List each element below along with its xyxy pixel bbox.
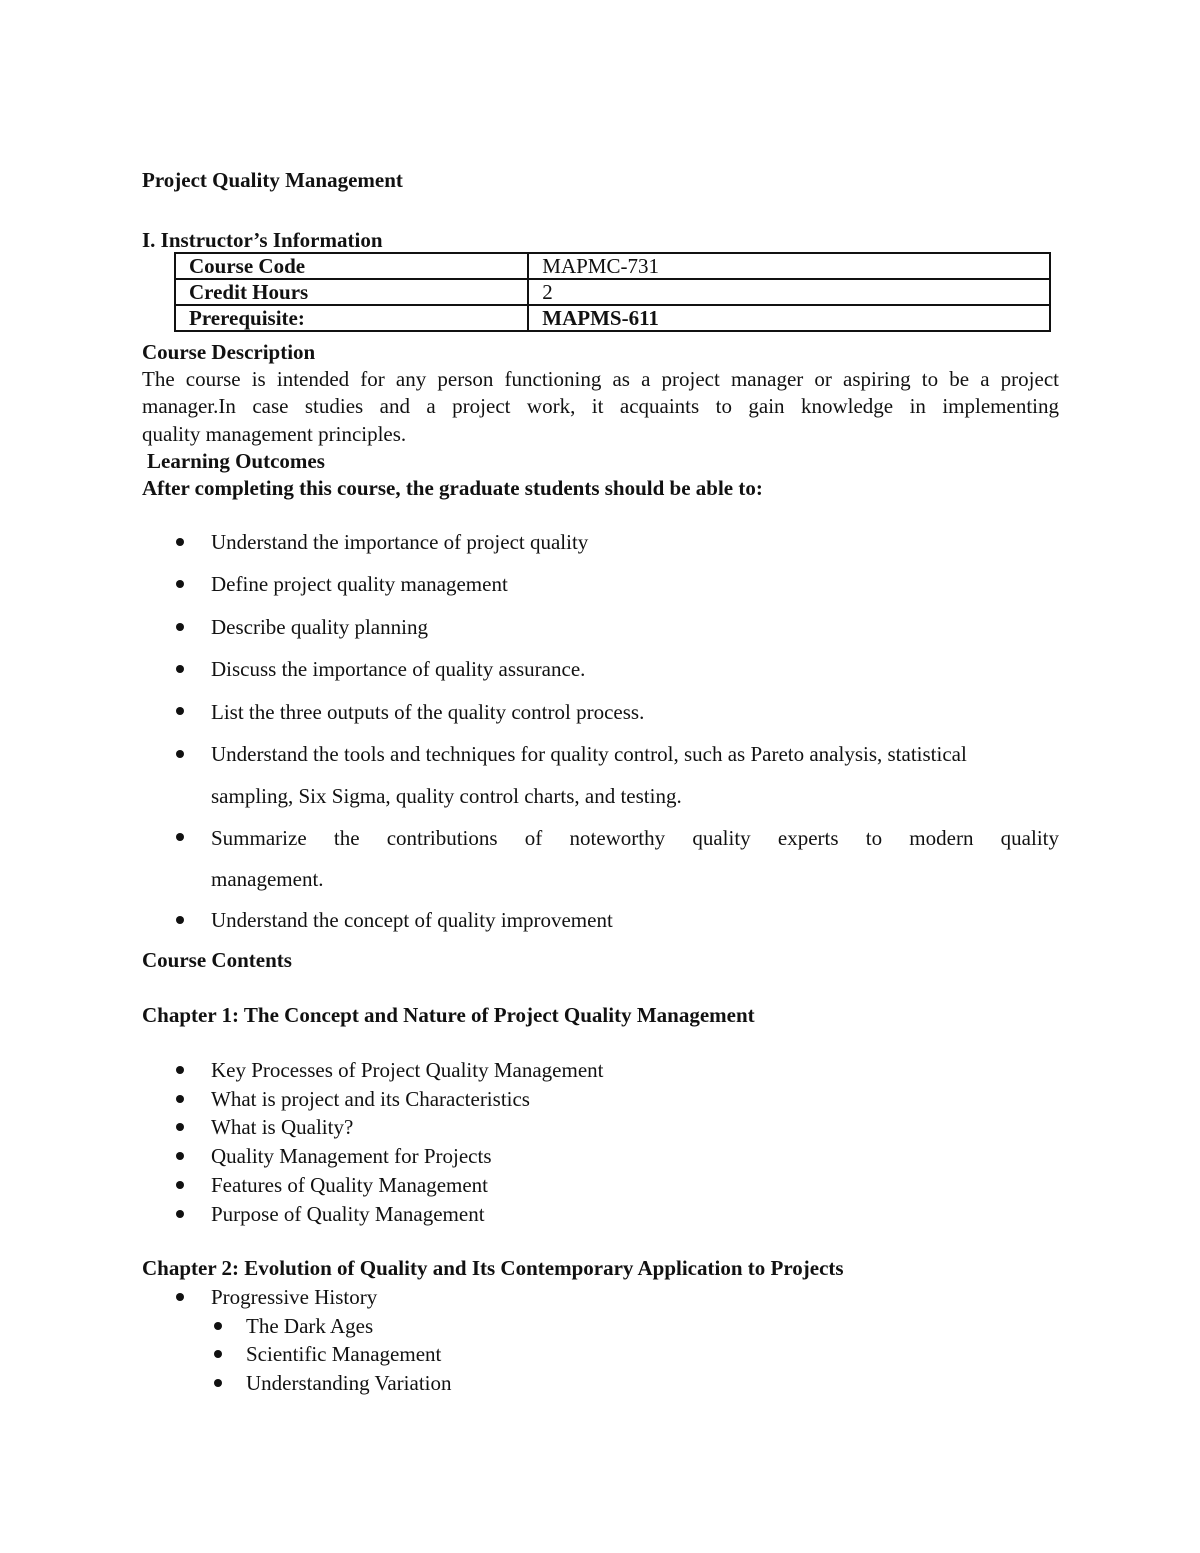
sub-list-item: Understanding Variation — [246, 1371, 452, 1395]
bullet-icon — [176, 1123, 184, 1131]
bullet-icon — [176, 1152, 184, 1160]
list-item: Summarize the contributions of noteworthy quality experts to modern quality — [211, 826, 1059, 850]
list-item-continuation: management. — [211, 867, 324, 891]
bullet-icon — [214, 1350, 222, 1358]
list-item: Key Processes of Project Quality Management — [211, 1058, 604, 1082]
list-item: What is Quality? — [211, 1115, 354, 1139]
course-contents-heading: Course Contents — [142, 948, 292, 972]
bullet-icon — [176, 833, 184, 841]
list-item: Define project quality management — [211, 572, 508, 596]
list-item: Understand the tools and techniques for quality control, such as Pareto analysis, statistical — [211, 742, 967, 766]
bullet-icon — [176, 665, 184, 673]
list-item: List the three outputs of the quality control process. — [211, 700, 645, 724]
document-title: Project Quality Management — [142, 168, 403, 192]
list-item: Understand the concept of quality improvement — [211, 908, 613, 932]
bullet-icon — [176, 623, 184, 631]
learning-outcomes-intro: After completing this course, the graduate students should be able to: — [142, 476, 763, 500]
course-description-line: manager.In case studies and a project work, it acquaints to gain knowledge in implementing — [142, 394, 1059, 418]
list-item: Progressive History — [211, 1285, 378, 1309]
bullet-icon — [176, 1181, 184, 1189]
list-item: Describe quality planning — [211, 615, 428, 639]
chapter1-heading — [142, 1001, 755, 1029]
table-row — [175, 279, 1050, 305]
table-key: Credit Hours — [175, 279, 528, 305]
table-value: 2 — [528, 279, 1050, 305]
bullet-icon — [176, 1066, 184, 1074]
course-description-heading: Course Description — [142, 340, 316, 364]
list-item: Quality Management for Projects — [211, 1144, 492, 1168]
bullet-icon — [176, 538, 184, 546]
course-description-line: The course is intended for any person functioning as a project manager or aspiring to be a project — [142, 367, 1059, 391]
bullet-icon — [176, 1095, 184, 1103]
sub-list-item: The Dark Ages — [246, 1314, 374, 1338]
table-row — [175, 305, 1050, 331]
table-key: Prerequisite: — [175, 305, 528, 331]
bullet-icon — [214, 1322, 222, 1330]
chapter2-heading: Chapter 2: Evolution of Quality and Its Contemporary Application to Projects — [142, 1256, 844, 1280]
table-value: MAPMC-731 — [528, 253, 1050, 279]
list-item: What is project and its Characteristics — [211, 1087, 530, 1111]
bullet-icon — [176, 916, 184, 924]
table-value: MAPMS-611 — [528, 305, 1050, 331]
list-item-continuation: sampling, Six Sigma, quality control charts, and testing. — [211, 784, 682, 808]
table-row — [175, 253, 1050, 279]
chapter1-label: Chapter 1 — [142, 1003, 233, 1027]
list-item: Understand the importance of project quality — [211, 530, 589, 554]
sub-list-item: Scientific Management — [246, 1342, 442, 1366]
list-item: Discuss the importance of quality assurance. — [211, 657, 586, 681]
course-info-table — [174, 252, 1051, 332]
bullet-icon — [176, 750, 184, 758]
table-key: Course Code — [175, 253, 528, 279]
bullet-icon — [214, 1379, 222, 1387]
chapter1-title: : The Concept and Nature of Project Quality Management — [232, 1003, 755, 1027]
bullet-icon — [176, 580, 184, 588]
learning-outcomes-heading: Learning Outcomes — [147, 449, 325, 473]
bullet-icon — [176, 707, 184, 715]
bullet-icon — [176, 1210, 184, 1218]
list-item: Features of Quality Management — [211, 1173, 488, 1197]
bullet-icon — [176, 1293, 184, 1301]
course-description-line: quality management principles. — [142, 422, 407, 446]
instructor-heading: I. Instructor’s Information — [142, 228, 383, 252]
list-item: Purpose of Quality Management — [211, 1202, 485, 1226]
